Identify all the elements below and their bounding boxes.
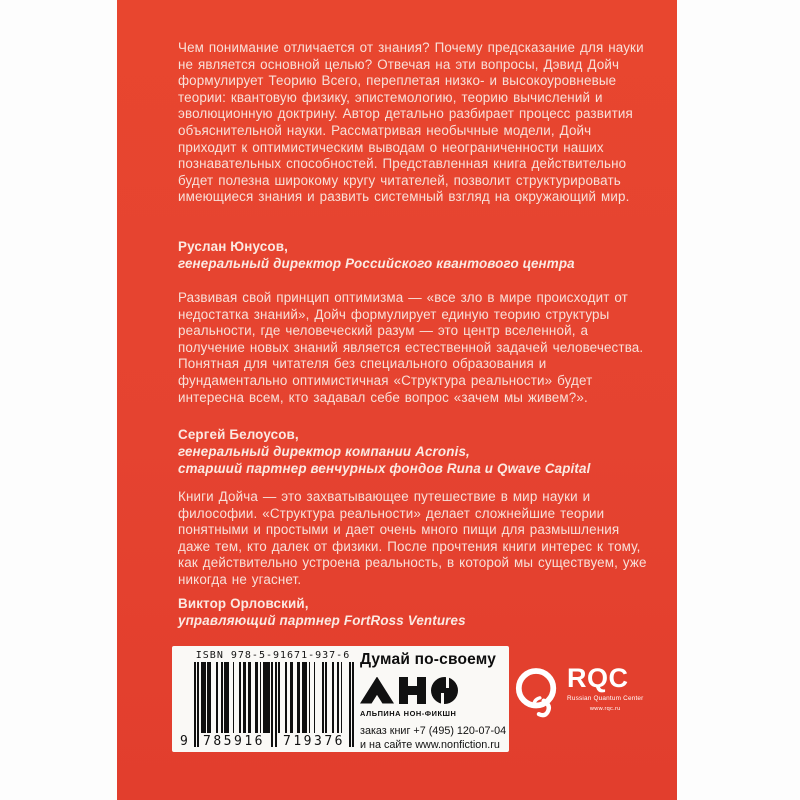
barcode-bar (285, 662, 287, 733)
barcode-bar (278, 662, 280, 733)
barcode-bar (297, 662, 300, 733)
anf-h-icon (399, 677, 426, 704)
rqc-name: RQC (567, 663, 629, 693)
publisher-block (360, 651, 506, 751)
rqc-site: www.rqc.ru (589, 706, 621, 712)
publisher-slogan: Думай по-своему (360, 651, 497, 668)
testimonial-role: генеральный директор Российского квантового центра (178, 256, 575, 271)
barcode-bar (263, 662, 270, 733)
testimonial-author: Сергей Белоусов, (178, 427, 299, 442)
barcode-bar (260, 662, 262, 733)
bottom-info-bar (172, 646, 509, 752)
rqc-logo (514, 665, 644, 723)
barcode-bar (233, 662, 235, 733)
barcode-bar (322, 662, 324, 733)
testimonial-role: генеральный директор компании Acronis, (178, 444, 470, 459)
order-website-text: и на сайте www.nonfiction.ru (360, 739, 500, 751)
testimonial-quote: Чем понимание отличается от знания? Почему предсказание для науки не является основной целью? Отвечая на эти вопросы, Дэвид Дойч формулирует Теорию Всего, переплетая низко- и высокоуровневые теории: квантовую физику, эпистемологию, теорию вычислений и эволюционную доктрину. Автор детально разбирает процесс развития объяснительной науки. Рассматривая необычные модели, Дойч приходит к оптимистическим выводам о неограниченности наших познавательных способностей. Представленная книга действительно будет полезна широкому кругу читателей, позволит структурировать имеющиеся знания и развить системный взгляд на окружающий мир. (178, 40, 644, 205)
barcode-bar (337, 662, 339, 733)
barcode-bar (275, 662, 277, 747)
barcode-bar (201, 662, 206, 733)
rqc-q-icon (514, 665, 560, 723)
barcode-digit-group2: 719376 (283, 734, 345, 749)
testimonial-author: Виктор Орловский, (178, 596, 309, 611)
barcode-bar (239, 662, 241, 733)
testimonial-quote: Книги Дойча — это захватывающее путешествие в мир науки и философии. «Структура реальности» делает сложнейшие теории понятными и простыми и дает очень много пищи для размышления даже тем, кто далек от физики. После прочтения книги интерес к тому, как действительно устроена реальность, в которой мы существуем, уже никогда не угаснет. (178, 489, 647, 587)
barcode-bar (207, 662, 210, 733)
barcode-bar (243, 662, 246, 733)
barcode-bar (309, 662, 311, 733)
barcode-digit-group1: 785916 (203, 734, 265, 749)
barcode-bar (221, 662, 223, 733)
barcode-digit-first: 9 (180, 734, 188, 749)
publisher-name: АЛЬПИНА НОН-ФИКШН (360, 709, 457, 718)
testimonial-attribution (178, 595, 652, 629)
barcode-bar (314, 662, 316, 733)
barcode-bar (197, 662, 199, 747)
testimonial-attribution (178, 238, 652, 272)
rqc-text-block (567, 665, 644, 712)
testimonial-attribution (178, 426, 652, 477)
barcode-bar (341, 662, 343, 733)
anf-circle-icon (431, 677, 458, 704)
book-cover (117, 0, 677, 800)
barcode-bar (325, 662, 327, 733)
barcode-bar (216, 662, 218, 733)
testimonial-role: управляющий партнер FortRoss Ventures (178, 613, 466, 628)
anf-triangle-icon (360, 677, 394, 704)
barcode-bar (255, 662, 258, 733)
barcode-bar (290, 662, 293, 733)
barcode-bar (332, 662, 334, 733)
isbn-barcode (180, 650, 360, 748)
rqc-full-name: Russian Quantum Center (567, 695, 644, 702)
barcode-bars (180, 662, 354, 749)
testimonial-author: Руслан Юнусов, (178, 239, 288, 254)
barcode-bar (349, 662, 351, 747)
barcode-bar (302, 662, 307, 733)
barcode-bar (352, 662, 354, 747)
barcode-bar (194, 662, 196, 747)
testimonial-quote: Развивая свой принцип оптимизма — «все зло в мире происходит от недостатка знаний», Дойч формулирует единую теорию структуры реальности, где человеческий разум — это центр вселенной, а получение новых знаний является естественной задачей человечества. Понятная для читателя без специального образования и фундаментально оптимистичная «Структура реальности» будет интересна всем, кто задавал себе вопрос «зачем мы живем?». (178, 290, 644, 405)
alpina-non-fiction-logo-icon (360, 676, 506, 704)
testimonial-role: старший партнер венчурных фондов Runa и Qwave Capital (178, 461, 591, 476)
barcode-bar (248, 662, 251, 733)
barcode-bar (224, 662, 229, 733)
barcode-bar (271, 662, 273, 747)
isbn-label: ISBN 978-5-91671-937-6 (195, 650, 351, 661)
order-phone-text: заказ книг +7 (495) 120-07-04 (360, 725, 507, 737)
